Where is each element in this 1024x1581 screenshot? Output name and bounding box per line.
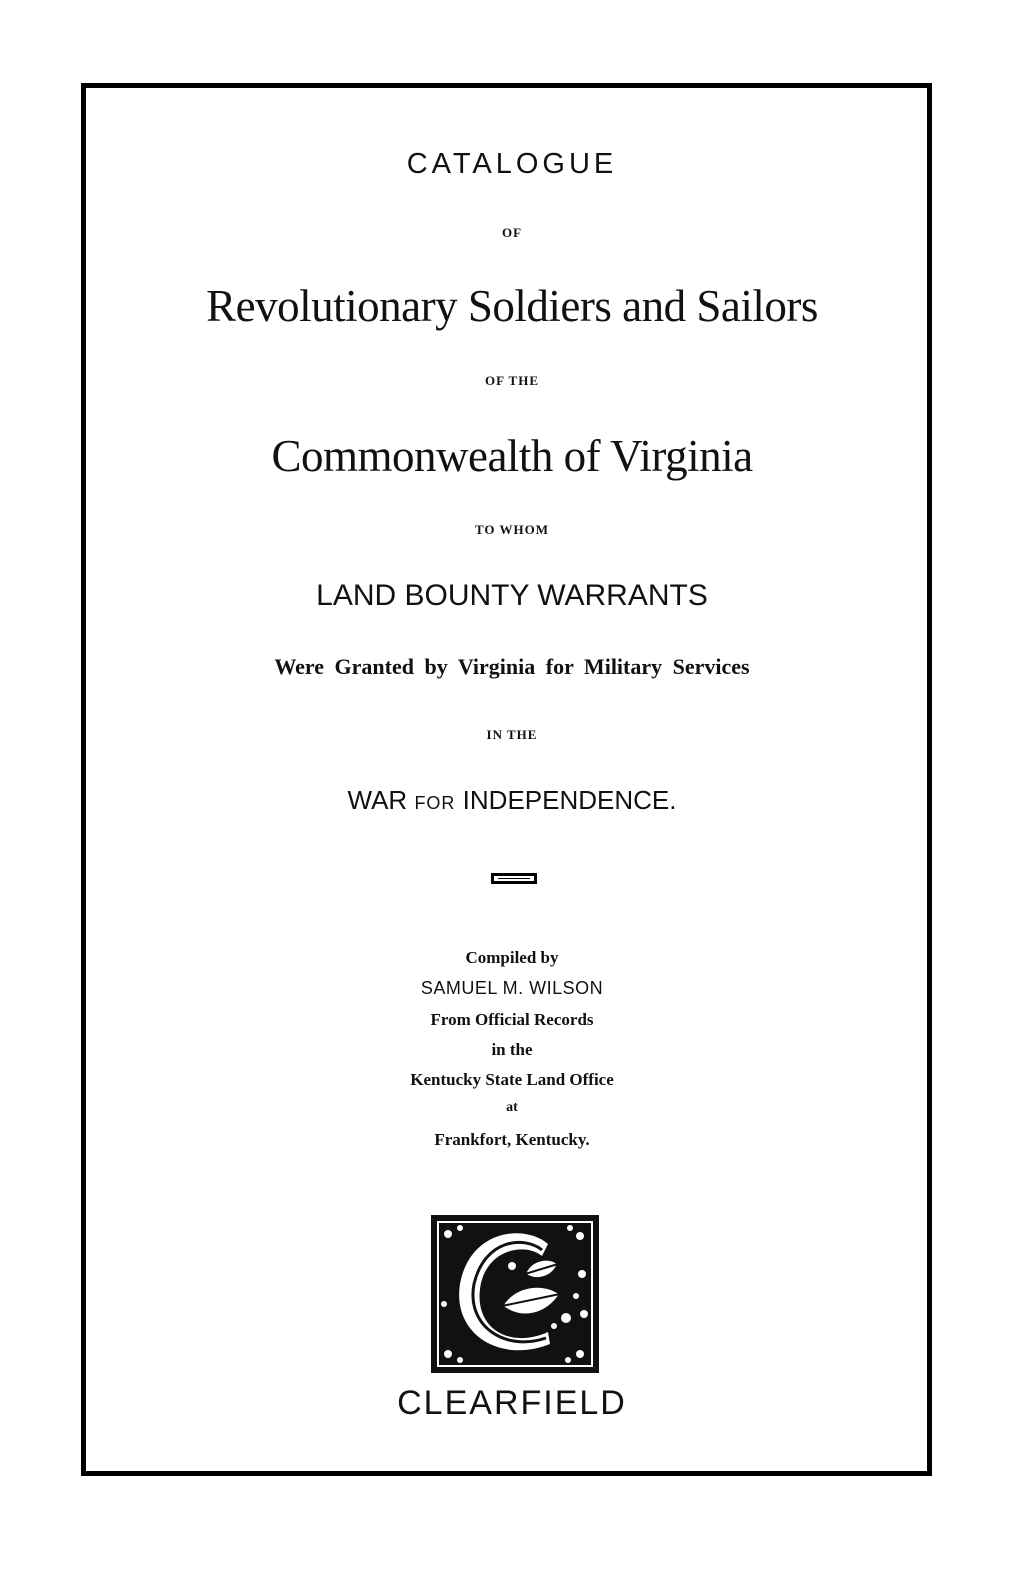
war-word: WAR [347, 785, 408, 815]
of-the-connector: OF THE [484, 373, 540, 388]
in-the-line: in the [491, 1040, 533, 1059]
land-bounty-heading: LAND BOUNTY WARRANTS [316, 579, 708, 612]
of-connector: OF [501, 225, 523, 240]
clearfield-logo-icon [430, 1214, 600, 1374]
in-the-connector: IN THE [486, 727, 538, 742]
granted-subtitle: Were Granted by Virginia for Military Services [274, 654, 750, 679]
for-word: FOR [414, 793, 456, 813]
catalogue-heading: CATALOGUE [406, 148, 618, 180]
to-whom-connector: TO WHOM [474, 522, 550, 537]
divider-ornament [491, 873, 537, 884]
independence-word: INDEPENDENCE. [462, 785, 677, 815]
at-line: at [506, 1100, 518, 1115]
war-heading [0, 787, 1024, 813]
records-source: From Official Records [430, 1010, 594, 1029]
main-title-line-1: Revolutionary Soldiers and Sailors [206, 281, 818, 331]
compiled-by: Compiled by [465, 948, 559, 967]
land-office: Kentucky State Land Office [410, 1070, 614, 1089]
author-name: SAMUEL M. WILSON [420, 978, 604, 998]
main-title-line-2: Commonwealth of Virginia [271, 431, 753, 481]
publisher-name: CLEARFIELD [397, 1384, 627, 1422]
place-line: Frankfort, Kentucky. [434, 1130, 590, 1149]
